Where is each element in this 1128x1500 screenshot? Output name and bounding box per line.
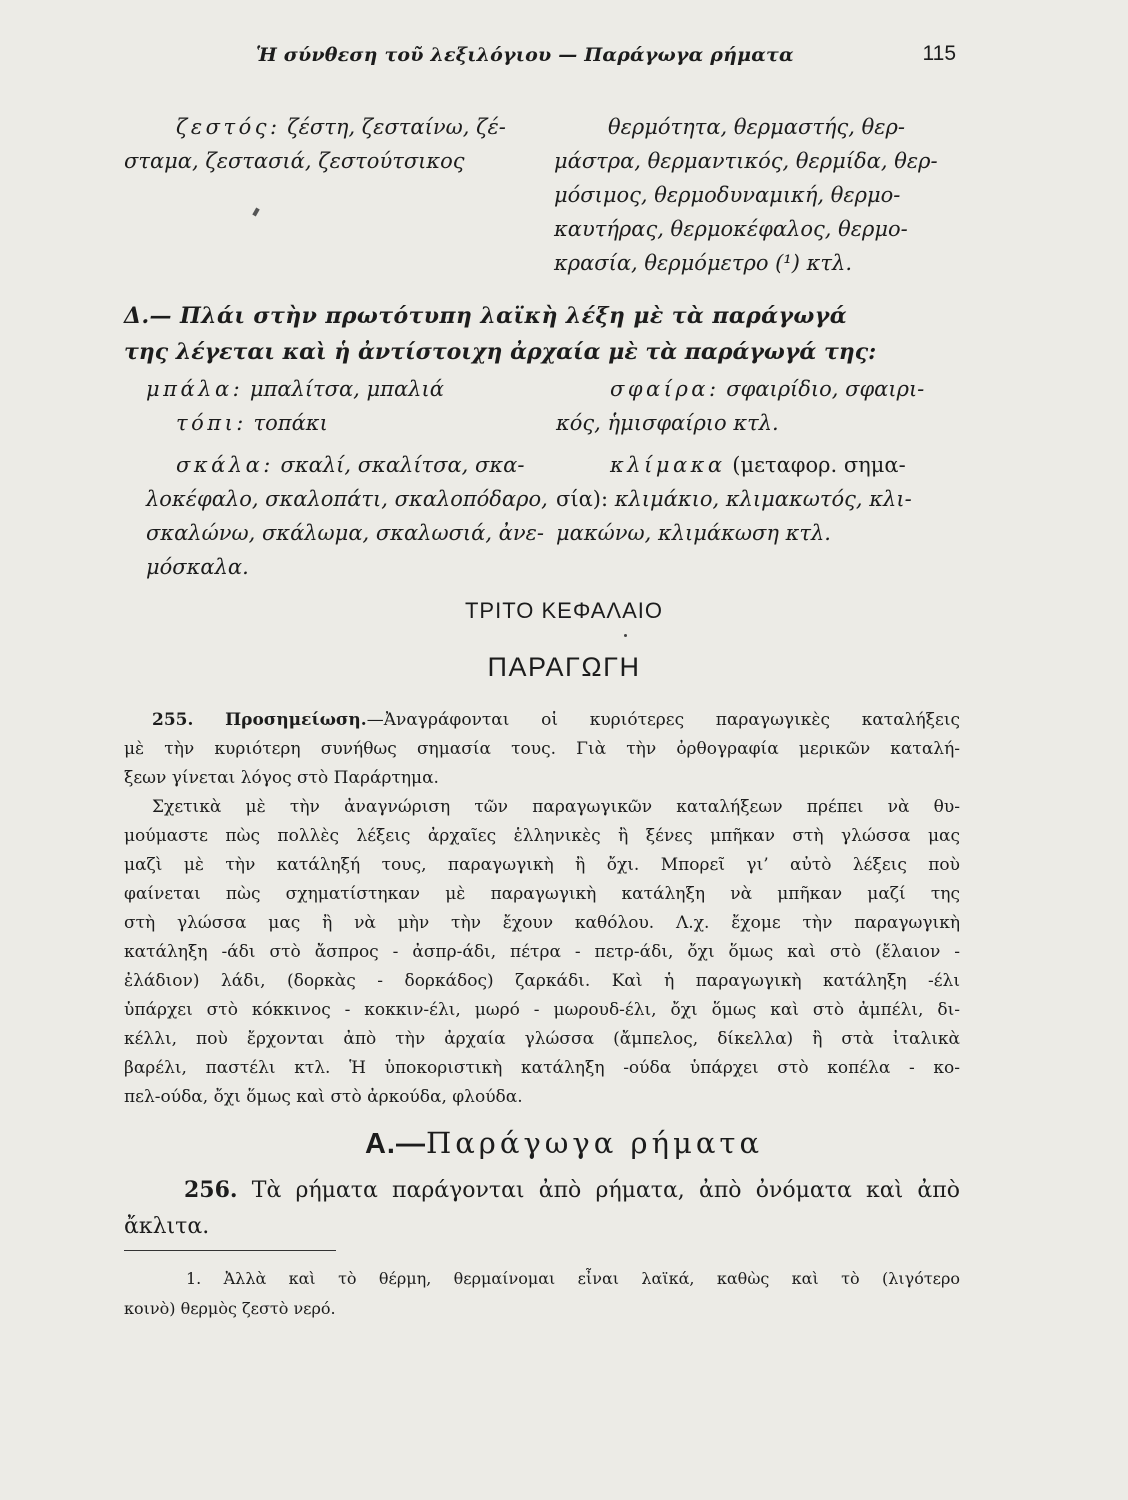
footnote — [124, 1264, 960, 1324]
paragraph-255b-line-7: ἐλάδιον) λάδι, (δορκὰς - δορκάδος) ζαρκάδι. Καὶ ἡ παραγωγικὴ κατάληξη -έλι — [124, 971, 960, 991]
paragraph-255b-line-6: κατάληξη -άδι στὸ ἄσπρος - ἀσπρ-άδι, πέτρα - πετρ-άδι, ὄχι ὅμως καὶ στὸ (ἔλαιον - — [124, 942, 960, 962]
thermos-line-2: μάστρα, θερμαντικός, θερμίδα, θερ- — [554, 149, 938, 173]
klimaka-derivatives-1: κλιμάκιο, κλιμακωτός, κλι- — [608, 487, 912, 511]
sfaira-derivatives-1: σφαιρίδιο, σφαιρι- — [719, 377, 925, 401]
topi-derivatives: τοπάκι — [246, 411, 328, 435]
running-title: Ἡ σύνθεση τοῦ λεξιλόγιου — Παράγωγα ρήματα — [256, 44, 794, 66]
headword-klimaka: κλίμακα — [610, 453, 726, 477]
paragraph-255-line-2: μὲ τὴν κυριότερη συνήθως σημασία τους. Γιὰ τὴν ὀρθογραφία μερικῶν καταλή- — [124, 739, 960, 759]
chapter-title: ΠΑΡΑΓΩΓΗ — [487, 652, 641, 682]
page-number: 115 — [922, 42, 956, 65]
thermos-line-4: καυτήρας, θερμοκέφαλος, θερμο- — [554, 217, 908, 241]
paragraph-255b-line-10: βαρέλι, παστέλι κτλ. Ἡ ὑποκοριστικὴ κατάληξη -ούδα ὑπάρχει στὸ κοπέλα - κο- — [124, 1058, 960, 1078]
headword-sfaira: σφαίρα: — [610, 377, 720, 401]
thermos-line-1: θερμότητα, θερμαστής, θερ- — [608, 115, 905, 139]
paragraph-255 — [124, 706, 960, 1112]
paragraph-number-255: 255. — [152, 710, 194, 730]
paragraph-256 — [124, 1172, 960, 1245]
paragraph-255b-line-5: στὴ γλώσσα μας ἢ νὰ μὴν τὴν ἔχουν καθόλου. Λ.χ. ἔχομε τὴν παραγωγικὴ — [124, 913, 960, 933]
skala-derivatives-3: σκαλώνω, σκάλωμα, σκαλωσιά, ἀνε- — [146, 521, 544, 545]
paragraph-255b-line-9: κέλλι, ποὺ ἔρχονται ἀπὸ τὴν ἀρχαία γλώσσα (ἄμπελος, δίκελλα) ἢ στὰ ἰταλικὰ — [124, 1029, 960, 1049]
paragraph-255b-line-8: ὑπάρχει στὸ κόκκινος - κοκκιν-έλι, μωρό - μωρουδ-έλι, ὄχι ὅμως καὶ στὸ ἀμπέλι, δι- — [124, 1000, 960, 1020]
sfaira-derivatives-2: κός, ἡμισφαίριο κτλ. — [556, 411, 779, 435]
examples-left — [146, 372, 548, 584]
paragraph-255b-line-3: μαζὶ μὲ τὴν κατάληξή τους, παραγωγικὴ ἢ ὄχι. Μπορεῖ γι’ αὐτὸ λέξεις ποὺ — [124, 855, 960, 875]
paragraph-255-line-3: ξεων γίνεται λόγος στὸ Παράρτημα. — [124, 768, 439, 788]
paragraph-number-256: 256. — [184, 1177, 238, 1203]
zestos-entry — [124, 110, 516, 178]
headword-topi: τόπι: — [176, 411, 247, 435]
thermos-line-5: κρασία, θερμόμετρο (¹) κτλ. — [554, 251, 852, 275]
thermos-entry — [554, 110, 964, 280]
skala-derivatives-4: μόσκαλα. — [146, 555, 249, 579]
section-a-title: Παράγωγα ρήματα — [425, 1126, 764, 1160]
paragraph-255b-line-11: πελ-ούδα, ὄχι ὅμως καὶ στὸ ἀρκούδα, φλούδα. — [124, 1087, 523, 1107]
paragraph-255-line-1: —Ἀναγράφονται οἱ κυριότερες παραγωγικὲς καταλήξεις — [366, 710, 961, 730]
page-header — [256, 44, 956, 74]
skala-derivatives-1: σκαλί, σκαλίτσα, σκα- — [273, 453, 525, 477]
examples-right — [556, 372, 966, 550]
paragraph-255b-line-4: φαίνεται πὼς σχηματίστηκαν μὲ παραγωγικὴ κατάληξη νὰ μπῆκαν μαζί της — [124, 884, 960, 904]
paragraph-255-heading: Προσημείωση. — [225, 710, 367, 730]
paragraph-256-line-2: ἄκλιτα. — [124, 1214, 210, 1239]
thermos-line-3: μόσιμος, θερμοδυναμική, θερμο- — [554, 183, 901, 207]
klimaka-derivatives-2: μακώνω, κλιμάκωση κτλ. — [556, 521, 831, 545]
paragraph-255b-line-1: Σχετικὰ μὲ τὴν ἀναγνώριση τῶν παραγωγικῶν καταλήξεων πρέπει νὰ θυ- — [152, 797, 960, 817]
headword-zestos: ζεστός: — [176, 115, 281, 139]
section-d-line-2: της λέγεται καὶ ἡ ἀντίστοιχη ἀρχαία μὲ τὰ παράγωγά της: — [124, 339, 877, 365]
chapter-label: ΤΡΙΤΟ ΚΕΦΑΛΑΙΟ — [464, 598, 664, 623]
ornament-dot — [624, 634, 627, 637]
zestos-derivatives-2: σταμα, ζεστασιά, ζεστούτσικος — [124, 149, 465, 173]
zestos-derivatives-1: ζέστη, ζεσταίνω, ζέ- — [280, 115, 506, 139]
klimaka-note: (μεταφορ. σημα- — [725, 453, 906, 477]
section-d-heading — [124, 298, 960, 370]
klimaka-note-2: σία): — [556, 487, 609, 511]
skala-derivatives-2: λοκέφαλο, σκαλοπάτι, σκαλοπόδαρο, — [146, 487, 548, 511]
headword-mpala: μπάλα: — [146, 377, 244, 401]
print-speck — [252, 208, 259, 217]
footnote-line-2: κοινὸ) θερμὸς ζεστὸ νερό. — [124, 1299, 336, 1318]
mpala-derivatives: μπαλίτσα, μπαλιά — [243, 377, 444, 401]
section-a-prefix: Α.— — [364, 1128, 426, 1160]
paragraph-255b-line-2: μούμαστε πὼς πολλὲς λέξεις ἀρχαῖες ἑλληνικὲς ἢ ξένες μπῆκαν στὴ γλώσσα μας — [124, 826, 960, 846]
section-d-line-1: Δ.— Πλάι στὴν πρωτότυπη λαϊκὴ λέξη μὲ τὰ παράγωγά — [124, 303, 848, 329]
section-a-heading — [0, 1126, 1128, 1161]
paragraph-256-line-1: Τὰ ρήματα παράγονται ἀπὸ ρήματα, ἀπὸ ὀνόματα καὶ ἀπὸ — [237, 1178, 960, 1203]
footnote-line-1: 1. Ἀλλὰ καὶ τὸ θέρμη, θερμαίνομαι εἶναι λαϊκά, καθὼς καὶ τὸ (λιγότερο — [186, 1269, 960, 1288]
footnote-rule — [124, 1250, 336, 1251]
headword-skala: σκάλα: — [176, 453, 274, 477]
